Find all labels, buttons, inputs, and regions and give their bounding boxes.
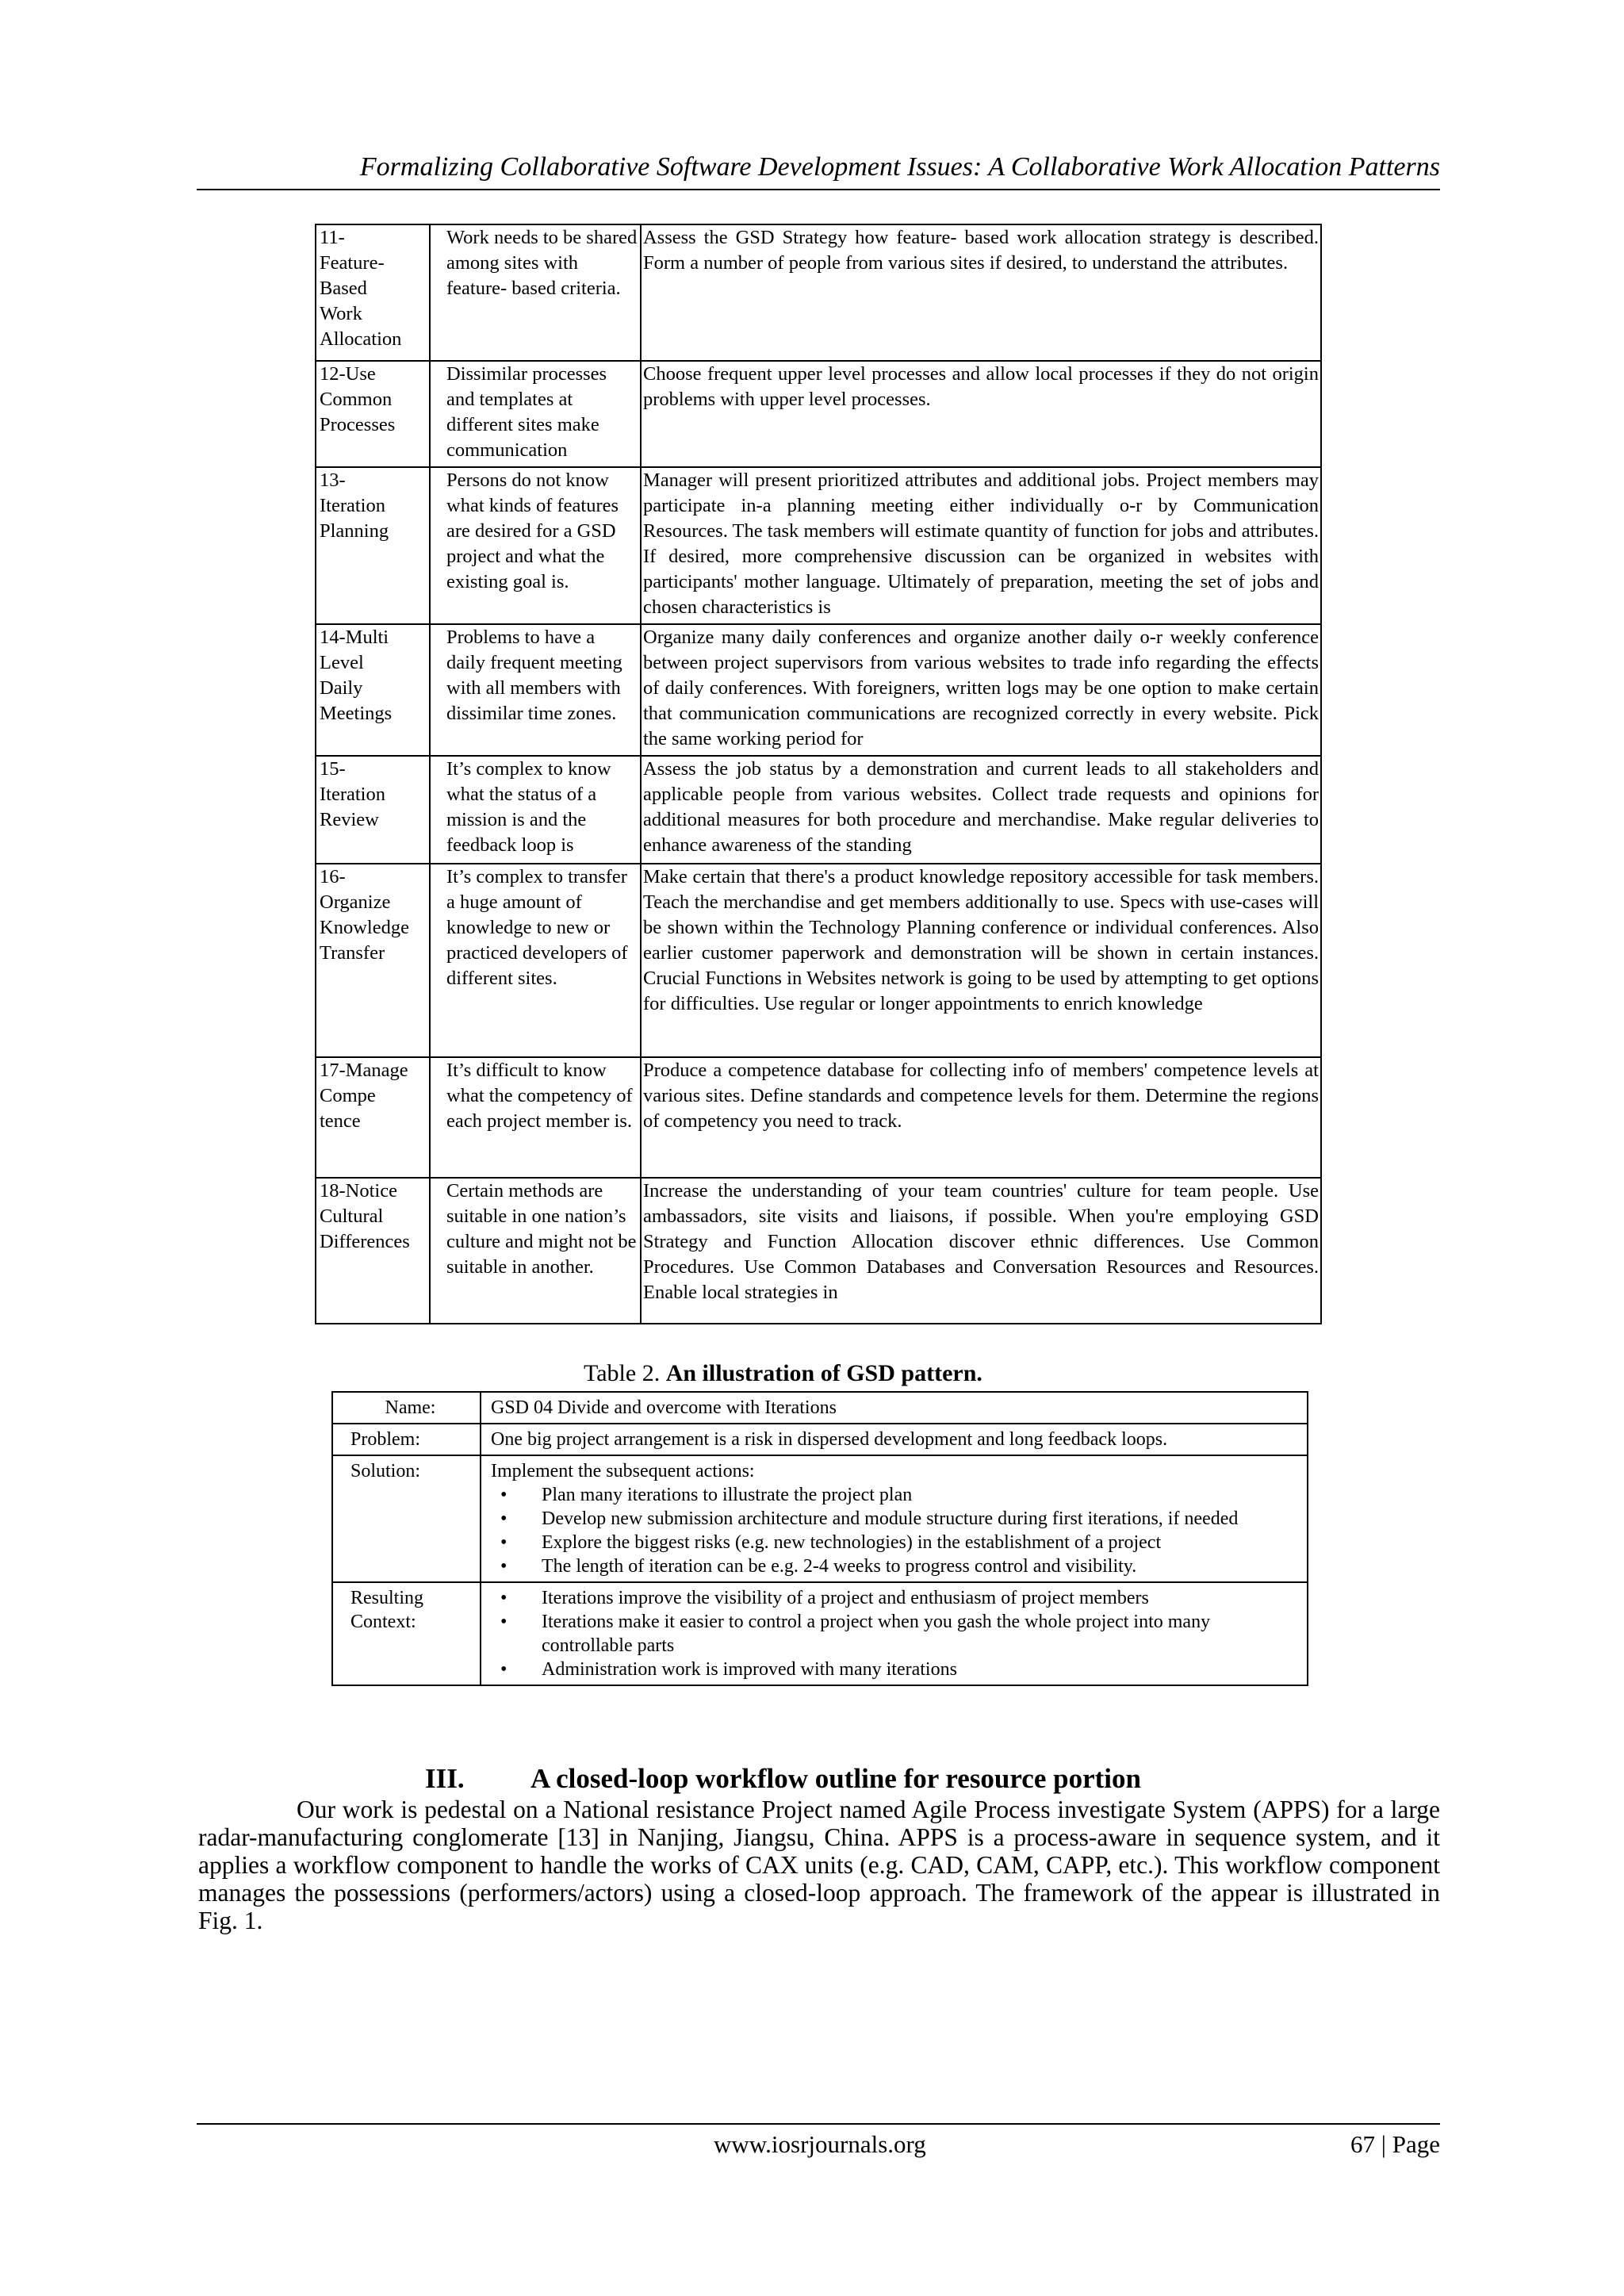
problem-value: One big project arrangement is a risk in dispersed development and long feedback loops. xyxy=(481,1424,1308,1455)
table-row xyxy=(316,224,1321,361)
table-row xyxy=(332,1455,1308,1582)
table-row xyxy=(332,1582,1308,1685)
table-row xyxy=(332,1392,1308,1424)
solution-label: Solution: xyxy=(332,1455,481,1582)
list-item: • Administration work is improved with many iterations xyxy=(491,1658,1297,1681)
list-item: • Explore the biggest risks (e.g. new technologies) in the establishment of a project xyxy=(491,1531,1297,1554)
pattern-name: 15- Iteration Review xyxy=(316,756,430,864)
pattern-name: 17-Manage Compe tence xyxy=(316,1057,430,1178)
section-heading xyxy=(425,1762,1141,1796)
list-item: • Iterations make it easier to control a project when you gash the whole project into many controllable parts xyxy=(491,1610,1297,1658)
pattern-name: 13- Iteration Planning xyxy=(316,467,430,624)
solution-intro: Implement the subsequent actions: xyxy=(491,1461,755,1481)
list-item: • Develop new submission architecture and module structure during first iterations, if needed xyxy=(491,1507,1297,1531)
pattern-name: 18-Notice Cultural Differences xyxy=(316,1178,430,1324)
section-title: A closed-loop workflow outline for resource portion xyxy=(530,1763,1141,1794)
pattern-problem: It’s difficult to know what the competency of each project member is. xyxy=(430,1057,641,1178)
pattern-solution: Assess the job status by a demonstration and current leads to all stakeholders and applicable people from various websites. Collect trade requests and opinions for additional measures for both procedure and merchandise. Make regular deliveries to enhance awareness of the standing xyxy=(641,756,1321,864)
pattern-problem: Persons do not know what kinds of features are desired for a GSD project and what the existing goal is. xyxy=(430,467,641,624)
footer-url: www.iosrjournals.org xyxy=(714,2130,926,2158)
section-number: III. xyxy=(425,1763,465,1794)
table-row xyxy=(316,1178,1321,1324)
pattern-problem: Dissimilar processes and templates at different sites make communication xyxy=(430,361,641,467)
context-value xyxy=(481,1582,1308,1685)
pattern-problem: Work needs to be shared among sites with feature- based criteria. xyxy=(430,224,641,361)
pattern-solution: Choose frequent upper level processes and allow local processes if they do not origin problems with upper level processes. xyxy=(641,361,1321,467)
page-number: 67 | Page xyxy=(1350,2130,1440,2158)
pattern-problem: Certain methods are suitable in one nation’s culture and might not be suitable in another. xyxy=(430,1178,641,1324)
table-row xyxy=(316,756,1321,864)
table-caption xyxy=(584,1359,982,1388)
list-item: • Plan many iterations to illustrate the project plan xyxy=(491,1483,1297,1507)
pattern-name: 11- Feature- Based Work Allocation xyxy=(316,224,430,361)
table-row xyxy=(332,1424,1308,1455)
body-paragraph: Our work is pedestal on a National resistance Project named Agile Process investigate System (APPS) for a large radar-manufacturing conglomerate [13] in Nanjing, Jiangsu, China. APPS is a process-aware in sequence system, and it applies a workflow component to handle the works of CAX units (e.g. CAD, CAM, CAPP, etc.). This workflow component manages the possessions (performers/actors) using a closed-loop approach. The framework of the appear is illustrated in Fig. 1. xyxy=(198,1796,1440,1934)
pattern-name: 16- Organize Knowledge Transfer xyxy=(316,864,430,1057)
context-list xyxy=(491,1586,1297,1681)
name-label: Name: xyxy=(332,1392,481,1424)
pattern-solution: Assess the GSD Strategy how feature- based work allocation strategy is described. Form a number of people from various sites if desired, to understand the attributes. xyxy=(641,224,1321,361)
running-header: Formalizing Collaborative Software Development Issues: A Collaborative Work Allocation Patterns xyxy=(197,151,1440,190)
table-row xyxy=(316,864,1321,1057)
pattern-solution: Produce a competence database for collecting info of members' competence levels at various sites. Define standards and competence levels for them. Determine the regions of competency you need to track. xyxy=(641,1057,1321,1178)
pattern-name: 14-Multi Level Daily Meetings xyxy=(316,624,430,756)
table-row xyxy=(316,624,1321,756)
pattern-solution: Organize many daily conferences and organize another daily o-r weekly conference between project supervisors from various websites to trade info regarding the effects of daily conferences. With foreigners, written logs may be one option to make certain that communication communications are recognized correctly in every website. Pick the same working period for xyxy=(641,624,1321,756)
pattern-problem: It’s complex to transfer a huge amount of knowledge to new or practiced developers of different sites. xyxy=(430,864,641,1057)
table-row xyxy=(316,467,1321,624)
pattern-solution: Make certain that there's a product knowledge repository accessible for task members. Teach the merchandise and get members additionally to use. Specs with use-cases will be shown within the Technology Planning conference or individual conferences. Also earlier customer paperwork and demonstration will be shown in certain instances. Crucial Functions in Websites network is going to be used by attempting to get options for difficulties. Use regular or longer appointments to enrich knowledge xyxy=(641,864,1321,1057)
pattern-solution: Increase the understanding of your team countries' culture for team people. Use ambassadors, site visits and liaisons, if possible. When you're employing GSD Strategy and Function Allocation discover ethnic differences. Use Common Procedures. Use Common Databases and Conversation Resources and Resources. Enable local strategies in xyxy=(641,1178,1321,1324)
pattern-name: 12-Use Common Processes xyxy=(316,361,430,467)
solution-list xyxy=(491,1483,1297,1578)
context-label: Resulting Context: xyxy=(332,1582,481,1685)
list-item: • Iterations improve the visibility of a project and enthusiasm of project members xyxy=(491,1586,1297,1610)
caption-prefix: Table 2. xyxy=(584,1360,661,1386)
footer-rule xyxy=(197,2123,1440,2125)
name-value: GSD 04 Divide and overcome with Iterations xyxy=(481,1392,1308,1424)
pattern-problem: It’s complex to know what the status of a mission is and the feedback loop is xyxy=(430,756,641,864)
problem-label: Problem: xyxy=(332,1424,481,1455)
pattern-problem: Problems to have a daily frequent meeting with all members with dissimilar time zones. xyxy=(430,624,641,756)
table-row xyxy=(316,1057,1321,1178)
list-item: • The length of iteration can be e.g. 2-4 weeks to progress control and visibility. xyxy=(491,1554,1297,1578)
table-row xyxy=(316,361,1321,467)
patterns-table xyxy=(315,224,1322,1324)
caption-title: An illustration of GSD pattern. xyxy=(665,1360,982,1386)
gsd-pattern-table xyxy=(331,1391,1308,1686)
solution-value xyxy=(481,1455,1308,1582)
pattern-solution: Manager will present prioritized attributes and additional jobs. Project members may participate in-a planning meeting either individually o-r by Communication Resources. The task members will estimate quantity of function for jobs and attributes. If desired, more comprehensive discussion can be organized in websites with participants' mother language. Ultimately of preparation, meeting the set of jobs and chosen characteristics is xyxy=(641,467,1321,624)
